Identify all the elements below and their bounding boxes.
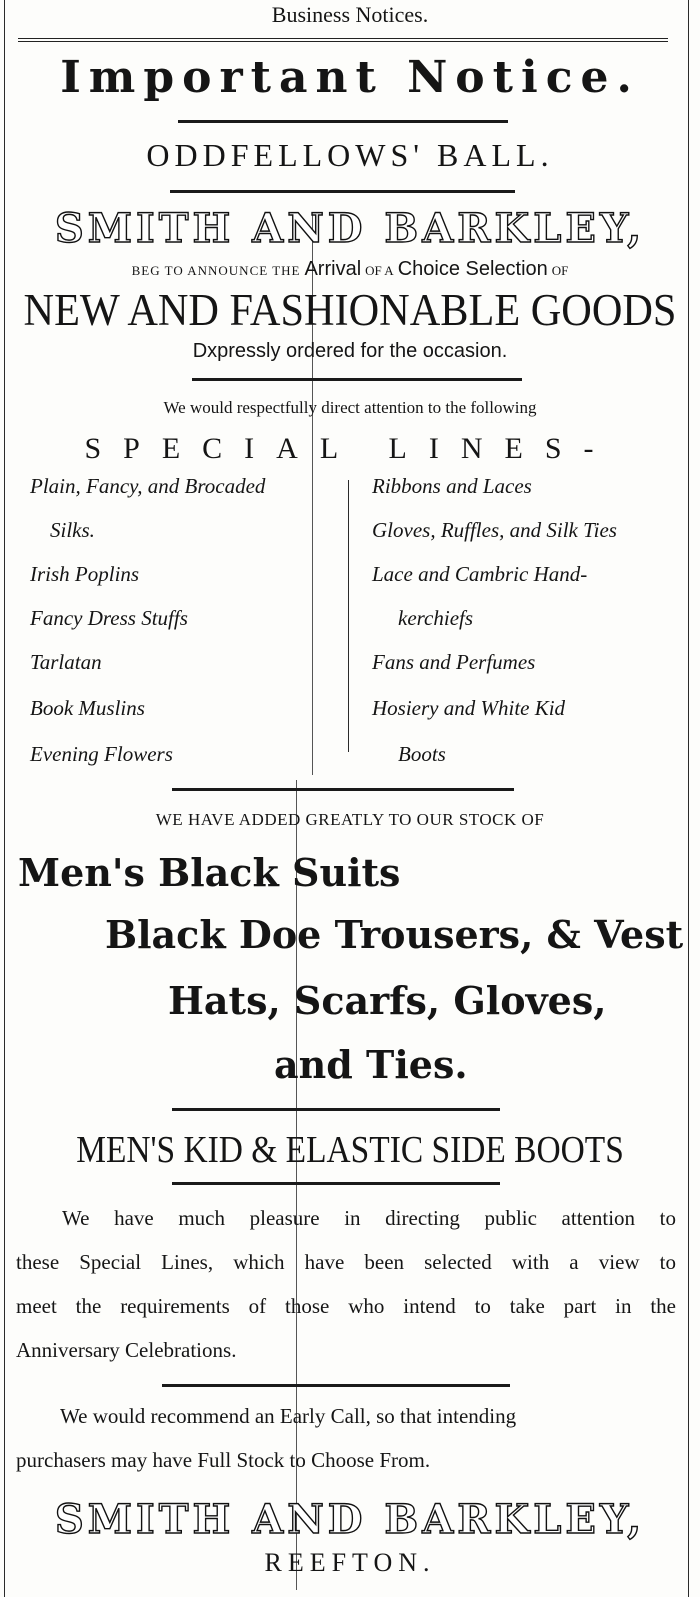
announce-selection: Choice Selection: [397, 258, 548, 280]
header-rule: [18, 38, 668, 39]
right-item: kerchiefs: [398, 606, 474, 630]
section-title: Business Notices.: [271, 2, 429, 27]
paragraph-line: meet the requirements of those who intend to take part in the: [16, 1294, 676, 1318]
announcement-line: [0, 258, 700, 281]
company-name-top: SMITH AND BARKLEY,: [54, 205, 646, 252]
stock-intro: WE HAVE ADDED GREATLY TO OUR STOCK OF: [155, 810, 545, 829]
paragraph-line: these Special Lines, which have been selected with a view to: [16, 1250, 676, 1274]
right-item: Ribbons and Laces: [372, 474, 532, 498]
stock-line-4: and Ties.: [274, 1042, 468, 1087]
rule-4: [172, 788, 514, 791]
right-item: Fans and Perfumes: [372, 650, 536, 674]
event-title: ODDFELLOWS' BALL.: [146, 137, 554, 173]
rule-3: [192, 378, 522, 381]
right-item: Lace and Cambric Hand-: [372, 562, 588, 586]
expressly-line: Dxpressly ordered for the occasion.: [192, 340, 508, 362]
stock-line-2: Black Doe Trousers, & Vest: [105, 912, 684, 957]
announce-of: OF A: [365, 263, 394, 278]
notice-title: Important Notice.: [60, 52, 640, 103]
columns-divider: [348, 480, 349, 752]
right-item: Gloves, Ruffles, and Silk Ties: [372, 518, 617, 542]
rule-1: [178, 120, 508, 123]
stock-line-3: Hats, Scarfs, Gloves,: [168, 978, 607, 1023]
town-name: REEFTON.: [264, 1548, 436, 1577]
header-rule-2: [18, 41, 668, 42]
right-item: Hosiery and White Kid: [372, 696, 566, 720]
special-heading: SPECIAL LINES-: [84, 432, 616, 465]
paragraph-line: purchasers may have Full Stock to Choose From.: [16, 1448, 431, 1472]
rule-2: [170, 190, 515, 193]
rule-5: [172, 1108, 500, 1111]
left-item: Irish Poplins: [30, 562, 140, 586]
paragraph-line: We would recommend an Early Call, so that intending: [60, 1404, 517, 1428]
left-item: Fancy Dress Stuffs: [30, 606, 188, 630]
announce-arrival: Arrival: [304, 258, 362, 280]
announce-small: BEG TO ANNOUNCE THE: [131, 263, 301, 278]
rule-7: [162, 1384, 510, 1387]
left-item: Book Muslins: [30, 696, 145, 720]
goods-heading: NEW AND FASHIONABLE GOODS: [23, 285, 677, 335]
announce-of2: OF: [551, 263, 569, 278]
left-item: Silks.: [50, 518, 95, 542]
left-item: Evening Flowers: [30, 742, 173, 766]
special-intro: We would respectfully direct attention to the following: [163, 398, 537, 417]
left-item: Tarlatan: [30, 650, 102, 674]
paragraph-line: We have much pleasure in directing public attention to: [62, 1206, 676, 1230]
paragraph-line: Anniversary Celebrations.: [16, 1338, 237, 1362]
right-item: Boots: [398, 742, 446, 766]
rule-6: [172, 1182, 500, 1185]
stock-line-1: Men's Black Suits: [18, 850, 401, 895]
company-name-bottom: SMITH AND BARKLEY,: [54, 1496, 646, 1543]
boots-heading: MEN'S KID & ELASTIC SIDE BOOTS: [76, 1129, 624, 1171]
left-item: Plain, Fancy, and Brocaded: [30, 474, 266, 498]
